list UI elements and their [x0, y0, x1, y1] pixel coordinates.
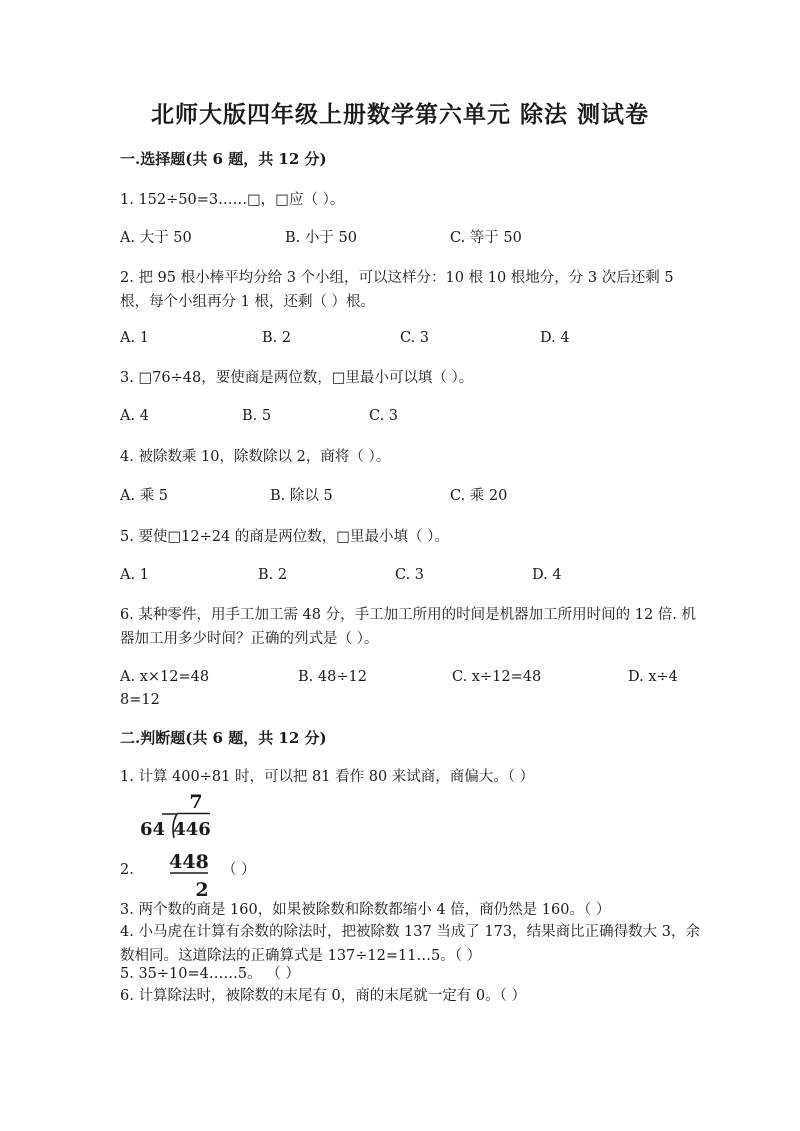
q2-option-b: B. 2 — [262, 330, 292, 346]
q3-option-b: B. 5 — [242, 408, 272, 424]
page-title: 北师大版四年级上册数学第六单元 除法 测试卷 — [150, 101, 649, 128]
q6-option-d-continued: 8=12 — [120, 692, 160, 708]
q4-option-b: B. 除以 5 — [270, 488, 333, 504]
q2-option-c: C. 3 — [400, 330, 430, 346]
judge-question-6: 6. 计算除法时，被除数的末尾有 0，商的末尾就一定有 0。（ ） — [120, 988, 526, 1004]
division-quotient: 7 — [189, 791, 203, 813]
judge-question-4: 4. 小马虎在计算有余数的除法时，把被除数 137 当成了 173，结果商比正确得数大 3，余数相同。这道除法的正确算式是 137÷12=11…5。（ ） — [120, 924, 700, 964]
q3-option-c: C. 3 — [369, 408, 399, 424]
judge-question-5: 5. 35÷10=4……5。 （ ） — [120, 966, 300, 982]
judge-question-1: 1. 计算 400÷81 时，可以把 81 看作 80 来试商，商偏大。（ ） — [120, 769, 535, 785]
judge-question-2-blank: （ ） — [222, 862, 256, 878]
q4-option-a: A. 乘 5 — [120, 488, 169, 504]
question-5: 5. 要使□12÷24 的商是两位数，□里最小填（ ）。 — [120, 529, 449, 545]
division-product: 448 — [169, 851, 209, 873]
q6-option-c: C. x÷12=48 — [452, 669, 542, 685]
q6-option-a: A. x×12=48 — [120, 669, 210, 685]
question-6: 6. 某种零件，用手工加工需 48 分，手工加工所用的时间是机器加工所用时间的 12 倍. 机器加工用多少时间？正确的列式是（ ）。 — [120, 607, 696, 647]
q3-option-a: A. 4 — [120, 408, 149, 424]
question-2: 2. 把 95 根小棒平均分给 3 个小组，可以这样分：10 根 10 根地分，分 3 次后还剩 5 根，每个小组再分 1 根，还剩（ ）根。 — [120, 270, 674, 310]
q5-option-c: C. 3 — [395, 567, 425, 583]
division-dividend: 446 — [173, 819, 211, 840]
q1-option-c: C. 等于 50 — [450, 230, 522, 246]
q6-option-b: B. 48÷12 — [298, 669, 367, 685]
question-3: 3. □76÷48，要使商是两位数，□里最小可以填（ ）。 — [120, 370, 474, 386]
question-1: 1. 152÷50=3……□，□应（ ）。 — [120, 192, 345, 208]
q6-option-d: D. x÷4 — [628, 669, 678, 685]
long-division-figure — [122, 790, 212, 902]
judge-question-3: 3. 两个数的商是 160，如果被除数和除数都缩小 4 倍，商仍然是 160。（ ） — [120, 902, 611, 918]
q5-option-a: A. 1 — [120, 567, 149, 583]
section-heading-judgement: 二.判断题(共 6 题，共 12 分) — [120, 729, 327, 747]
section-heading-choice: 一.选择题(共 6 题，共 12 分) — [120, 150, 327, 168]
question-4: 4. 被除数乘 10，除数除以 2，商将（ ）。 — [120, 449, 391, 465]
q5-option-d: D. 4 — [532, 567, 562, 583]
q4-option-c: C. 乘 20 — [450, 488, 508, 504]
q1-option-b: B. 小于 50 — [285, 230, 357, 246]
judge-question-2-number: 2. — [120, 862, 134, 878]
division-divisor: 64 — [140, 819, 166, 840]
q1-option-a: A. 大于 50 — [120, 230, 192, 246]
q2-option-a: A. 1 — [120, 330, 149, 346]
division-remainder: 2 — [195, 879, 209, 901]
q5-option-b: B. 2 — [258, 567, 288, 583]
q2-option-d: D. 4 — [540, 330, 570, 346]
